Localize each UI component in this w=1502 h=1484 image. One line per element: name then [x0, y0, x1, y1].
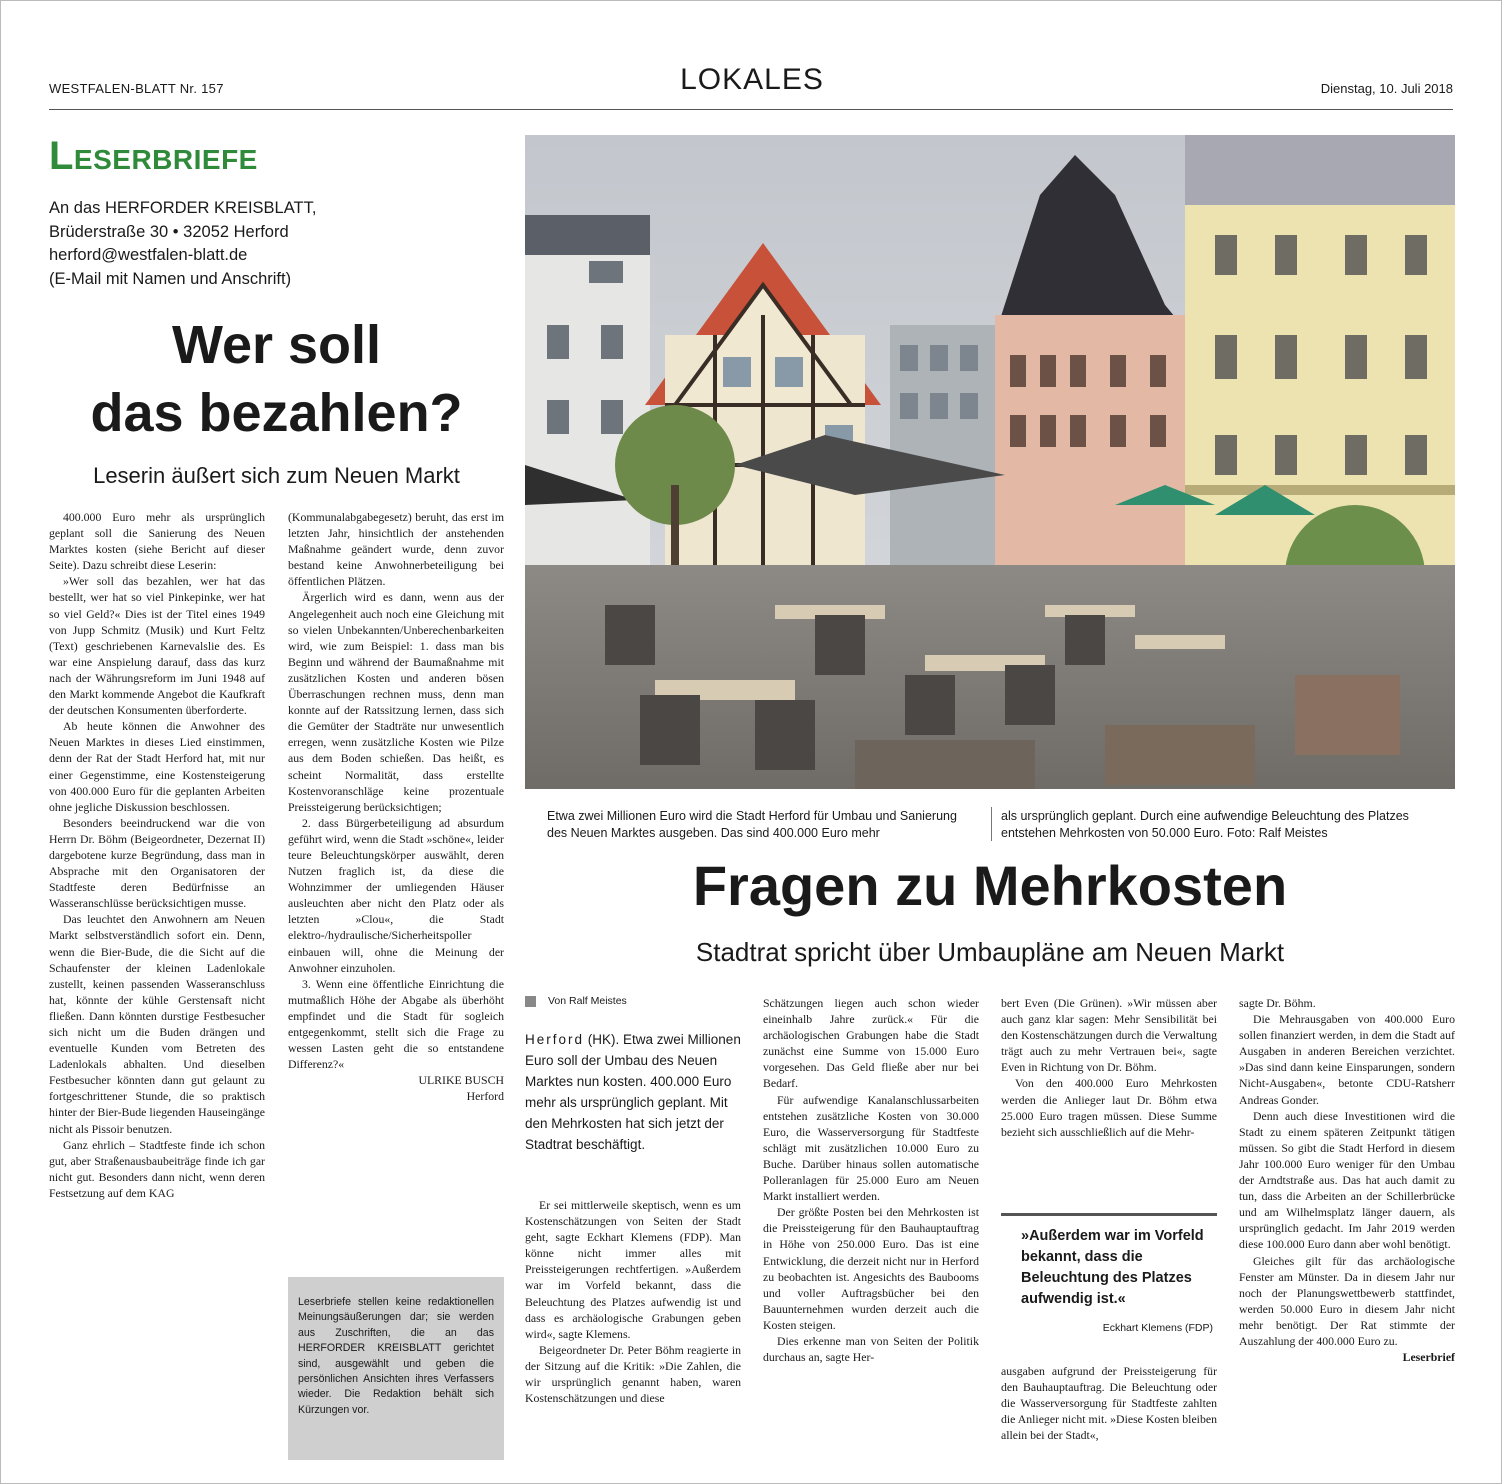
letter-column-1 — [49, 509, 265, 1201]
paragraph: Ärgerlich wird es dann, wenn aus der Angelegenheit auch noch eine Gleichung mit so vielen Unbekannten/Unberechenbarkeiten wird, wie zum Beispiel: 1. dass man bis Beginn und während der Baumaßnahme mit zusätzlichen Kosten und anderen bösen Überraschungen rechnen muss, denn man konnte auf der Ratssitzung lernen, dass sich die Gemüter der Stadträte nur unwesentlich erregen, wenn zusätzliche Kosten wie Pilze aus dem Boden schießen. Das heißt, es scheint Normalität, dass erstellte Kostenvoranschläge keine prozentuale Preissteigerung berücksichtigen; — [288, 590, 504, 814]
header-rule — [49, 109, 1453, 110]
paragraph: ausgaben aufgrund der Preissteigerung für den Bauhauptauftrag. Die Beleuchtung oder die Wasserversorgung für Stadtfeste zahlten die Anlieger nicht mit. »Diese Kosten bleiben allein bei der Stadt«, — [1001, 1364, 1217, 1443]
caption-divider — [991, 807, 992, 841]
paragraph: 2. dass Bürgerbeteiligung ad absurdum geführt wird, wenn die Stadt »schöne«, leider teure Beleuchtungskörper auswählt, deren Nutzen fraglich ist, da diese die Wohnzimmer der umliegenden Häuser ausleuchten aber nicht den Platz oder als letzten »Clou«, die Stadt elektro-/hydraulische/Sicherheitspoller einbauen will, ohne die Meinung der Anwohner einzuholen. — [288, 815, 504, 975]
section-title: LOKALES — [680, 63, 824, 96]
issue-date: Dienstag, 10. Juli 2018 — [1320, 81, 1453, 96]
paragraph: Dies erkenne man von Seiten der Politik durchaus an, sagte Her- — [763, 1333, 979, 1365]
paragraph: Der größte Posten bei den Mehrkosten ist die Preissteigerung für den Bauhauptauftrag in Höhe von 250.000 Euro. Das ist eine Entwicklung, die derzeit nicht nur in Herford zu beobachten ist. Angesichts des Baubooms und voller Auftragsbücher bei den Bauunternehmen wurden derzeit auch die Kosten steigen. — [763, 1205, 979, 1332]
paragraph: sagte Dr. Böhm. — [1239, 996, 1316, 1010]
photo-caption-right: als ursprünglich geplant. Durch eine aufwendige Beleuchtung des Platzes entstehen Mehrkosten von 50.000 Euro. Foto: Ralf Meistes — [1001, 809, 1409, 840]
letter-column-2 — [288, 509, 504, 1104]
paragraph: Gleiches gilt für das archäologische Fenster am Münster. Da in diesem Jahr nur noch der Planungswettbewerb stattfindet, werden 50.000 Euro in diesem Jahr nicht mehr benötigt. Der Rat stimmte der Auszahlung der 400.000 Euro zu. — [1239, 1253, 1455, 1348]
article-lead — [525, 1029, 747, 1155]
pull-quote — [1001, 1213, 1217, 1345]
byline-text: Von Ralf Meistes — [548, 995, 627, 1007]
letter-headline — [49, 311, 504, 447]
paragraph: Für aufwendige Kanalanschlussarbeiten entstehen zusätzliche Kosten von 30.000 Euro, die Wasserversorgung für Stadtfeste schlägt mit zusätzlichen 10.000 Euro zu Buche. Darüber hinaus sollen automatische Polleranlagen für 25.000 Euro am Neuen Markt installiert werden. — [763, 1092, 979, 1204]
paragraph: Besonders beeindruckend war die von Herrn Dr. Böhm (Beigeordneter, Dezernat II) dargebotene kurze Begründung, dass man in Absprache mit den Organisatoren der Stadtfeste deren Bedürfnisse an Wasseranschlüsse berücksichtigen musse. — [49, 815, 265, 911]
paragraph: Beigeordneter Dr. Peter Böhm reagierte in der Sitzung auf die Kritik: »Die Zahlen, die wir ursprünglich genannt haben, waren Kostenschätzungen und diese — [525, 1342, 741, 1406]
letter-signature-name: ULRIKE BUSCH — [418, 1073, 504, 1088]
letter-headline-line: Wer soll — [171, 315, 382, 375]
article-column-3-continued — [1001, 1363, 1217, 1443]
article-column-3 — [1001, 995, 1217, 1140]
letters-address — [49, 197, 316, 291]
paragraph: Die Mehrausgaben von 400.000 Euro sollen finanziert werden, in dem die Stadt auf Ausgaben in anderen Bereichen verzichtet. »Das sind dann keine Einsparungen, sondern Nicht-Ausgaben«, betonte CDU-Ratsherr Andreas Gonder. — [1239, 1012, 1455, 1107]
letters-title: Leserbriefe — [49, 134, 258, 178]
address-note: (E-Mail mit Namen und Anschrift) — [49, 269, 292, 288]
end-tag: Leserbrief — [1402, 1350, 1455, 1365]
photo-caption-left: Etwa zwei Millionen Euro wird die Stadt Herford für Umbau und Sanierung des Neuen Marktes ausgeben. Das sind 400.000 Euro mehr — [547, 809, 957, 840]
dateline: Herford — [525, 1032, 585, 1047]
paragraph: Schätzungen liegen auch schon wieder eineinhalb Jahre zurück.« Für die archäologischen Grabungen habe die Stadt zunächst eine Summe von 15.000 Euro vorgesehen. Das Geld fließe aber nur bei Bedarf. — [763, 996, 979, 1091]
pull-quote-author: Eckhart Klemens (FDP) — [1102, 1322, 1213, 1334]
paragraph: Das leuchtet den Anwohnern am Neuen Markt selbstverständlich sofort ein. Denn, wenn die Bier-Bude, die die Sicht auf die Schaufenster der kleinen Ladenlokale zustellt, keinen passenden Wasseranschluss hat, könnte der kühle Gerstensaft nicht fließen. Dann könnten durstige Festbesucher sich nicht um die Buden drängen und eventuelle Kunden vom Betreten des Ladenlokals abhalten. Und dieselben Festbesucher könnten dann gut gelaunt zu fortgeschrittener Stunde, die so praktisch hinter der Bier-Bude liegenden Hauseingänge nicht als Pissoir benutzen. — [49, 912, 265, 1136]
paragraph: »Wer soll das bezahlen, wer hat das bestellt, wer hat so viel Pinkepinke, wer hat so viel Geld?« Dies ist der Titel eines 1949 von Jupp Schmitz (Musik) und Kurt Feltz (Text) geschriebenen Karnevalslie des. Es war eine Anspielung darauf, dass das kurz nach der Währungsreform im Juni 1948 auf den Markt kommende Angebot die Kaufkraft der deutschen Konsumenten überforderte. — [49, 574, 265, 718]
paragraph: Er sei mittlerweile skeptisch, wenn es um Kostenschätzungen von Seiten der Stadt geht, sagte Eckhart Klemens (FDP). Man könne nicht immer alles mit Preissteigerungen rechtfertigen. »Außerdem war im Vorfeld bekannt, dass die Beleuchtung des Platzes aufwendig ist und dass es archäologische Grabungen geben wird«, sagte Klemens. — [525, 1198, 741, 1341]
paragraph: Ganz ehrlich – Stadtfeste finde ich schon gut, aber Straßenausbaubeiträge finde ich gar nicht gut. Besonders dann nicht, wenn deren Festsetzung auf dem KAG — [49, 1137, 265, 1200]
paragraph: (Kommunalabgabegesetz) beruht, das erst im letzten Jahr, hinsichtlich der anstehenden Maßnahme geändert wurde, denn zuvor bestand keine Anwohnerbeteiligung bei öffentlichen Plätzen. — [288, 510, 504, 589]
address-line: An das HERFORDER KREISBLATT, — [49, 199, 317, 217]
photo-illustration — [525, 135, 1455, 789]
address-line: Brüderstraße 30 • 32052 Herford — [49, 222, 289, 241]
paragraph: bert Even (Die Grünen). »Wir müssen aber auch ganz klar sagen: Mehr Sensibilität bei den Kostenschätzungen durch die Verwaltung trägt auch zu mehr Vertrauen bei«, sagte Even in Richtung von Dr. Böhm. — [1001, 996, 1217, 1075]
paragraph: 3. Wenn eine öffentliche Einrichtung die mutmaßlich Höhe der Abgabe als überhöht empfindet und die Stadt für sogleich entgegenkommt, stellt sich die Frage zu wessen Lasten geht die so entstandene Differenz?« — [288, 976, 504, 1072]
letter-subheadline: Leserin äußert sich zum Neuen Markt — [93, 463, 460, 488]
letters-disclaimer-box: Leserbriefe stellen keine redaktionellen Meinungsäußerungen dar; sie werden aus Zuschriften, die an das HERFORDER KREISBLATT gerichtet sind, ausgewählt und geben die persönlichen Ansichten ihres Verfassers wieder. Die Redaktion behält sich Kürzungen vor. — [288, 1277, 504, 1460]
letter-signature-city: Herford — [466, 1089, 504, 1104]
article-column-1 — [525, 1197, 741, 1406]
paragraph: Denn auch diese Investitionen wird die Stadt zu einem späteren Zeitpunkt tätigen müssen. So gibt die Stadt Herford in diesem Jahr 100.000 Euro weniger für den Umbau der Arndtstraße aus. Das hat auch damit zu tun, dass die Arbeiten an der Schillerbrücke und am Wilhelmsplatz länger dauern, als ursprünglich gedacht. Im Jahr 2019 werden diese 100.000 Euro dann aber wohl benötigt. — [1239, 1108, 1455, 1252]
article-subheadline: Stadtrat spricht über Umbaupläne am Neuen Markt — [695, 937, 1285, 967]
article-column-2 — [763, 995, 979, 1365]
byline-square-icon — [525, 996, 536, 1007]
article-byline — [525, 995, 627, 1007]
address-email: herford@westfalen-blatt.de — [49, 246, 248, 264]
article-column-4 — [1239, 995, 1455, 1365]
masthead-issue: WESTFALEN-BLATT Nr. 157 — [49, 81, 224, 96]
letter-headline-line: das bezahlen? — [90, 383, 463, 443]
pull-quote-text: »Außerdem war im Vorfeld bekannt, dass die Beleuchtung des Platzes aufwendig ist.« — [1021, 1228, 1204, 1307]
lead-text: (HK). Etwa zwei Millionen Euro soll der Umbau des Neuen Marktes nun kosten. 400.000 Euro mehr als ursprünglich geplant. Mit den Mehrkosten hat sich jetzt der Stadtrat beschäftigt. — [525, 1032, 741, 1152]
paragraph: 400.000 Euro mehr als ursprünglich geplant soll die Sanierung des Neuen Marktes kosten (siehe Bericht auf dieser Seite). Dazu schreibt diese Leserin: — [49, 510, 265, 573]
paragraph: Von den 400.000 Euro Mehrkosten werden die Anlieger laut Dr. Böhm etwa 25.000 Euro tragen müssen. Diese Summe bezieht sich ausschließlich auf die Mehr- — [1001, 1076, 1217, 1139]
market-square-photo — [525, 135, 1455, 789]
article-headline: Fragen zu Mehrkosten — [692, 854, 1288, 917]
paragraph: Ab heute können die Anwohner des Neuen Marktes in dieses Lied einstimmen, denn der Rat der Stadt Herford hat, mit nur einer Gegenstimme, eine Kostensteigerung von 400.000 Euro für die geplanten Arbeiten ohne jegliche Diskussion beschlossen. — [49, 719, 265, 814]
